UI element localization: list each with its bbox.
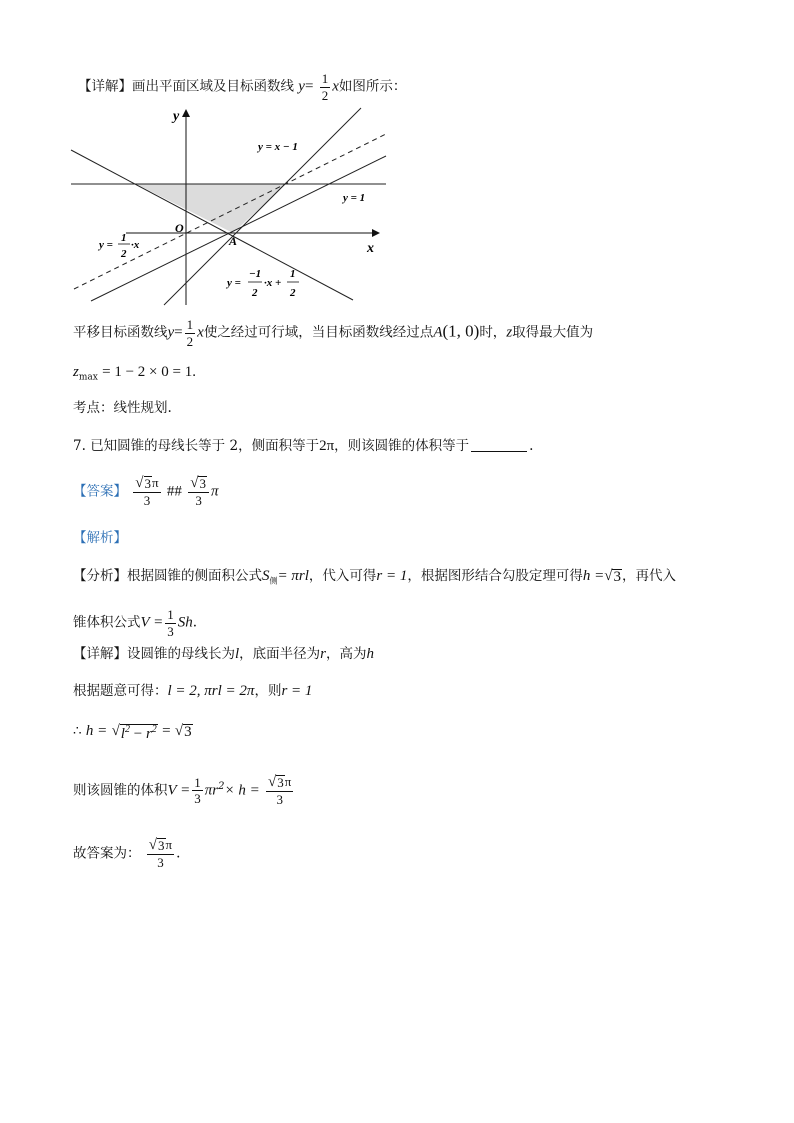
answer-tag: 【答案】 [73,483,127,500]
y-axis-label: y [173,109,180,124]
translate-line: 平移目标函数线y= $\frac{1}{2}$ x使之经过可行域，当目标函数线经过点A(1, 0)时，z取得最大值为 [73,317,594,349]
question-7: 7. 已知圆锥的母线长等于 2，侧面积等于2π，则该圆锥的体积等于 . [73,438,534,454]
svg-text:1: 1 [290,268,296,280]
feasible-region [136,184,286,233]
answer-blank [471,450,527,452]
analysis-line-2: 锥体积公式V = $\frac{1}{3}$ Sh. [73,607,198,639]
kaodian-line: 考点：线性规划. [73,400,172,416]
x-axis-label: x [367,241,374,256]
feasible-region-graph [66,102,396,308]
point-a-label: A [229,234,238,248]
line-y-eq-half-x-dashed [74,134,386,289]
final-answer-line: 故答案为： √ 3 π 3 . [73,837,181,870]
condition-line: 根据题意可得：l = 2, πrl = 2π，则r = 1 [73,683,313,699]
line2-label: y = 1 [343,192,366,204]
svg-text:1: 1 [121,232,127,244]
svg-text:y =: y = [99,239,113,251]
svg-text:·x: ·x [131,239,140,251]
svg-text:−1: −1 [249,268,262,280]
analysis-line-1: 【分析】根据圆锥的侧面积公式$S_侧= \pi rl$，代入可得r = 1，根据图形结合勾股定理可得h = √ 3 ，再代入 [73,568,676,586]
svg-text:2: 2 [252,287,258,299]
answer-line: 【答案】 √ 3 π 3 ## √ 3 3 π [73,475,219,508]
question-number: 7. [73,438,86,454]
svg-text:y =: y = [227,277,241,289]
svg-text:2: 2 [290,287,296,299]
line1-label: y = x − 1 [258,141,298,153]
line-y-eq-minus-half-x-plus-half [71,150,353,300]
detail-tag: 【详解】 [78,78,132,95]
detail-line-2: 【详解】设圆锥的母线长为l，底面半径为r，高为h [73,646,375,662]
svg-text:2: 2 [121,248,127,260]
height-calc: ∴ h = √ $l^2 - r^2$ = √ 3 [73,723,192,742]
svg-text:·x +: ·x + [264,277,282,289]
zmax-line: $z_{max} = 1 - 2 \times 0 = 1$. [73,364,196,383]
volume-line: 则该圆锥的体积V = $\frac{1}{3}$ $\pi r^2\times h$ = √ 3 π 3 [73,774,292,807]
fraction: $\frac{1}{2}$ [321,71,329,103]
origin-label: O [175,221,184,235]
analysis-tag: 【解析】 [73,530,127,546]
detail-line-1: 【详解】画出平面区域及目标函数线 y= $\frac{1}{2}$ x如图所示： [78,71,407,103]
